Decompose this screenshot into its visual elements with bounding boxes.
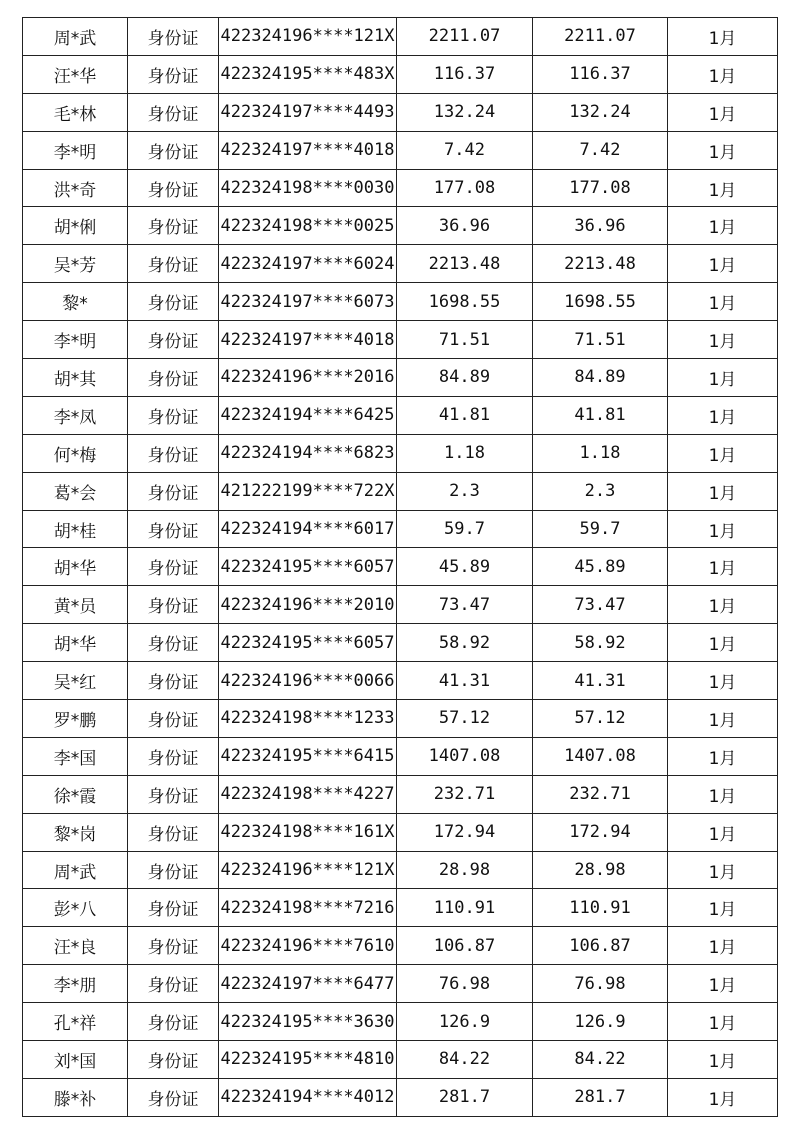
name-cell: 李*国 [23, 737, 128, 775]
id-type-cell: 身份证 [128, 207, 219, 245]
amount-paid-cell: 58.92 [533, 624, 668, 662]
amount-cell: 2213.48 [397, 245, 533, 283]
id-type-cell: 身份证 [128, 889, 219, 927]
amount-cell: 281.7 [397, 1078, 533, 1116]
table-row [23, 55, 778, 93]
amount-paid-cell: 84.89 [533, 359, 668, 397]
month-cell: 1月 [668, 55, 778, 93]
table-body [23, 18, 778, 1117]
name-cell: 彭*八 [23, 889, 128, 927]
month-cell: 1月 [668, 245, 778, 283]
id-type-cell: 身份证 [128, 775, 219, 813]
month-cell: 1月 [668, 662, 778, 700]
amount-cell: 110.91 [397, 889, 533, 927]
table-row [23, 737, 778, 775]
month-cell: 1月 [668, 131, 778, 169]
table-row [23, 1078, 778, 1116]
amount-cell: 177.08 [397, 169, 533, 207]
amount-paid-cell: 1698.55 [533, 283, 668, 321]
table-row [23, 1003, 778, 1041]
payment-table [22, 17, 778, 1117]
id-type-cell: 身份证 [128, 1078, 219, 1116]
amount-cell: 116.37 [397, 55, 533, 93]
table-row [23, 813, 778, 851]
name-cell: 胡*其 [23, 359, 128, 397]
amount-cell: 7.42 [397, 131, 533, 169]
amount-paid-cell: 1.18 [533, 434, 668, 472]
month-cell: 1月 [668, 775, 778, 813]
month-cell: 1月 [668, 624, 778, 662]
month-cell: 1月 [668, 93, 778, 131]
id-type-cell: 身份证 [128, 55, 219, 93]
amount-paid-cell: 2211.07 [533, 18, 668, 56]
table-row [23, 472, 778, 510]
id-number-cell: 422324195****6415 [219, 737, 397, 775]
table-row [23, 510, 778, 548]
id-number-cell: 422324198****1233 [219, 700, 397, 738]
id-number-cell: 422324197****6477 [219, 965, 397, 1003]
id-type-cell: 身份证 [128, 1041, 219, 1079]
id-type-cell: 身份证 [128, 624, 219, 662]
amount-paid-cell: 116.37 [533, 55, 668, 93]
id-type-cell: 身份证 [128, 18, 219, 56]
name-cell: 葛*会 [23, 472, 128, 510]
amount-paid-cell: 41.31 [533, 662, 668, 700]
table-row [23, 396, 778, 434]
month-cell: 1月 [668, 396, 778, 434]
name-cell: 何*梅 [23, 434, 128, 472]
amount-cell: 2.3 [397, 472, 533, 510]
id-type-cell: 身份证 [128, 851, 219, 889]
amount-cell: 41.31 [397, 662, 533, 700]
id-number-cell: 422324196****2010 [219, 586, 397, 624]
id-type-cell: 身份证 [128, 813, 219, 851]
id-number-cell: 422324195****6057 [219, 548, 397, 586]
id-type-cell: 身份证 [128, 510, 219, 548]
name-cell: 毛*林 [23, 93, 128, 131]
amount-paid-cell: 172.94 [533, 813, 668, 851]
id-number-cell: 422324196****121X [219, 851, 397, 889]
month-cell: 1月 [668, 737, 778, 775]
amount-cell: 58.92 [397, 624, 533, 662]
month-cell: 1月 [668, 472, 778, 510]
month-cell: 1月 [668, 434, 778, 472]
amount-cell: 41.81 [397, 396, 533, 434]
amount-cell: 71.51 [397, 321, 533, 359]
amount-cell: 28.98 [397, 851, 533, 889]
amount-paid-cell: 177.08 [533, 169, 668, 207]
name-cell: 李*明 [23, 131, 128, 169]
amount-cell: 76.98 [397, 965, 533, 1003]
table-row [23, 700, 778, 738]
table-row [23, 624, 778, 662]
id-number-cell: 422324196****0066 [219, 662, 397, 700]
name-cell: 李*朋 [23, 965, 128, 1003]
name-cell: 汪*良 [23, 927, 128, 965]
id-type-cell: 身份证 [128, 321, 219, 359]
month-cell: 1月 [668, 321, 778, 359]
name-cell: 吴*红 [23, 662, 128, 700]
month-cell: 1月 [668, 700, 778, 738]
id-type-cell: 身份证 [128, 396, 219, 434]
table-row [23, 548, 778, 586]
id-number-cell: 422324194****4012 [219, 1078, 397, 1116]
table-row [23, 283, 778, 321]
id-number-cell: 422324198****161X [219, 813, 397, 851]
amount-cell: 1407.08 [397, 737, 533, 775]
id-type-cell: 身份证 [128, 472, 219, 510]
amount-paid-cell: 59.7 [533, 510, 668, 548]
id-number-cell: 422324197****4018 [219, 131, 397, 169]
month-cell: 1月 [668, 283, 778, 321]
amount-cell: 73.47 [397, 586, 533, 624]
table-row [23, 851, 778, 889]
id-number-cell: 422324196****7610 [219, 927, 397, 965]
id-number-cell: 422324196****121X [219, 18, 397, 56]
id-number-cell: 422324196****2016 [219, 359, 397, 397]
table-row [23, 927, 778, 965]
amount-paid-cell: 28.98 [533, 851, 668, 889]
id-type-cell: 身份证 [128, 93, 219, 131]
id-type-cell: 身份证 [128, 927, 219, 965]
table-row [23, 889, 778, 927]
amount-cell: 1.18 [397, 434, 533, 472]
amount-paid-cell: 281.7 [533, 1078, 668, 1116]
name-cell: 黎*岗 [23, 813, 128, 851]
name-cell: 李*凤 [23, 396, 128, 434]
amount-paid-cell: 2.3 [533, 472, 668, 510]
id-type-cell: 身份证 [128, 737, 219, 775]
name-cell: 罗*鹏 [23, 700, 128, 738]
name-cell: 胡*华 [23, 548, 128, 586]
name-cell: 洪*奇 [23, 169, 128, 207]
month-cell: 1月 [668, 18, 778, 56]
id-number-cell: 422324195****483X [219, 55, 397, 93]
amount-paid-cell: 76.98 [533, 965, 668, 1003]
amount-paid-cell: 2213.48 [533, 245, 668, 283]
month-cell: 1月 [668, 813, 778, 851]
id-number-cell: 422324194****6017 [219, 510, 397, 548]
amount-paid-cell: 73.47 [533, 586, 668, 624]
amount-paid-cell: 45.89 [533, 548, 668, 586]
amount-paid-cell: 7.42 [533, 131, 668, 169]
name-cell: 周*武 [23, 18, 128, 56]
name-cell: 胡*华 [23, 624, 128, 662]
amount-cell: 2211.07 [397, 18, 533, 56]
table-row [23, 245, 778, 283]
amount-paid-cell: 232.71 [533, 775, 668, 813]
amount-paid-cell: 126.9 [533, 1003, 668, 1041]
table-row [23, 775, 778, 813]
id-type-cell: 身份证 [128, 586, 219, 624]
id-type-cell: 身份证 [128, 131, 219, 169]
month-cell: 1月 [668, 207, 778, 245]
amount-cell: 84.89 [397, 359, 533, 397]
amount-cell: 84.22 [397, 1041, 533, 1079]
month-cell: 1月 [668, 889, 778, 927]
month-cell: 1月 [668, 927, 778, 965]
table-row [23, 18, 778, 56]
amount-cell: 126.9 [397, 1003, 533, 1041]
id-number-cell: 422324198****0025 [219, 207, 397, 245]
amount-cell: 36.96 [397, 207, 533, 245]
month-cell: 1月 [668, 169, 778, 207]
table-row [23, 965, 778, 1003]
table-row [23, 586, 778, 624]
id-type-cell: 身份证 [128, 283, 219, 321]
id-number-cell: 422324195****3630 [219, 1003, 397, 1041]
id-number-cell: 422324197****6024 [219, 245, 397, 283]
name-cell: 李*明 [23, 321, 128, 359]
id-type-cell: 身份证 [128, 169, 219, 207]
id-number-cell: 422324198****4227 [219, 775, 397, 813]
table-row [23, 93, 778, 131]
id-number-cell: 421222199****722X [219, 472, 397, 510]
amount-paid-cell: 1407.08 [533, 737, 668, 775]
id-type-cell: 身份证 [128, 965, 219, 1003]
table-row [23, 1041, 778, 1079]
id-type-cell: 身份证 [128, 434, 219, 472]
amount-cell: 106.87 [397, 927, 533, 965]
amount-paid-cell: 41.81 [533, 396, 668, 434]
amount-paid-cell: 110.91 [533, 889, 668, 927]
month-cell: 1月 [668, 359, 778, 397]
id-type-cell: 身份证 [128, 1003, 219, 1041]
amount-cell: 1698.55 [397, 283, 533, 321]
table-row [23, 169, 778, 207]
name-cell: 周*武 [23, 851, 128, 889]
id-number-cell: 422324197****4493 [219, 93, 397, 131]
month-cell: 1月 [668, 1003, 778, 1041]
table-row [23, 359, 778, 397]
table-row [23, 662, 778, 700]
id-type-cell: 身份证 [128, 245, 219, 283]
id-number-cell: 422324195****6057 [219, 624, 397, 662]
amount-paid-cell: 84.22 [533, 1041, 668, 1079]
amount-cell: 57.12 [397, 700, 533, 738]
amount-cell: 59.7 [397, 510, 533, 548]
id-number-cell: 422324194****6823 [219, 434, 397, 472]
amount-cell: 45.89 [397, 548, 533, 586]
month-cell: 1月 [668, 510, 778, 548]
amount-cell: 232.71 [397, 775, 533, 813]
name-cell: 滕*补 [23, 1078, 128, 1116]
name-cell: 吴*芳 [23, 245, 128, 283]
name-cell: 孔*祥 [23, 1003, 128, 1041]
name-cell: 刘*国 [23, 1041, 128, 1079]
month-cell: 1月 [668, 965, 778, 1003]
name-cell: 黄*员 [23, 586, 128, 624]
id-number-cell: 422324195****4810 [219, 1041, 397, 1079]
table-row [23, 207, 778, 245]
month-cell: 1月 [668, 586, 778, 624]
amount-paid-cell: 132.24 [533, 93, 668, 131]
id-type-cell: 身份证 [128, 548, 219, 586]
id-number-cell: 422324197****6073 [219, 283, 397, 321]
id-type-cell: 身份证 [128, 700, 219, 738]
amount-cell: 172.94 [397, 813, 533, 851]
month-cell: 1月 [668, 548, 778, 586]
id-type-cell: 身份证 [128, 359, 219, 397]
amount-paid-cell: 57.12 [533, 700, 668, 738]
id-number-cell: 422324194****6425 [219, 396, 397, 434]
id-number-cell: 422324197****4018 [219, 321, 397, 359]
name-cell: 胡*桂 [23, 510, 128, 548]
table-row [23, 434, 778, 472]
name-cell: 徐*霞 [23, 775, 128, 813]
name-cell: 汪*华 [23, 55, 128, 93]
id-type-cell: 身份证 [128, 662, 219, 700]
amount-paid-cell: 36.96 [533, 207, 668, 245]
month-cell: 1月 [668, 1078, 778, 1116]
month-cell: 1月 [668, 851, 778, 889]
month-cell: 1月 [668, 1041, 778, 1079]
amount-cell: 132.24 [397, 93, 533, 131]
amount-paid-cell: 71.51 [533, 321, 668, 359]
name-cell: 黎* [23, 283, 128, 321]
amount-paid-cell: 106.87 [533, 927, 668, 965]
table-row [23, 131, 778, 169]
id-number-cell: 422324198****0030 [219, 169, 397, 207]
id-number-cell: 422324198****7216 [219, 889, 397, 927]
table-row [23, 321, 778, 359]
name-cell: 胡*俐 [23, 207, 128, 245]
